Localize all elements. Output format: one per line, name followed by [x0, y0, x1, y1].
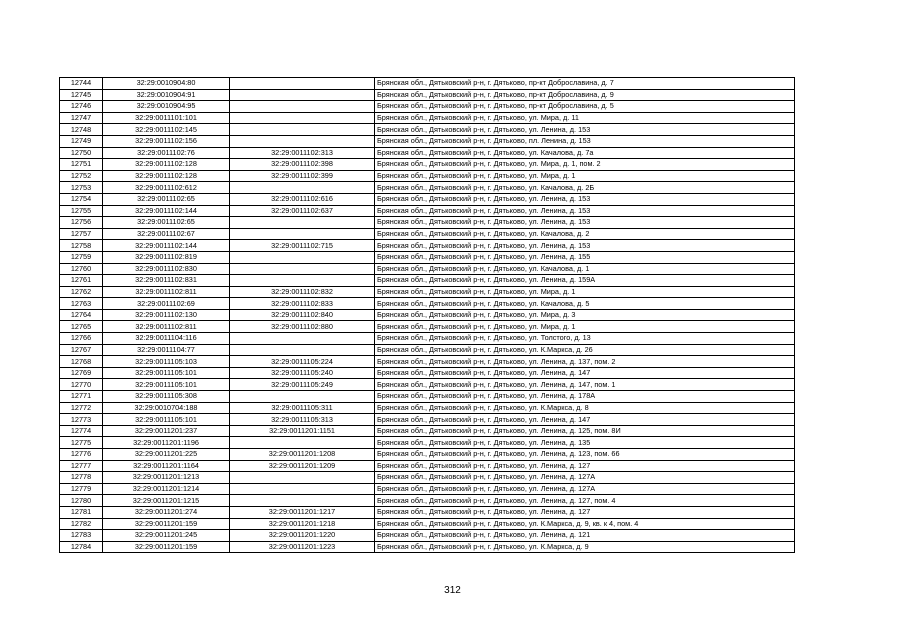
row-number-cell: 12768 [60, 356, 103, 368]
table-row [60, 112, 795, 124]
row-number-cell: 12755 [60, 205, 103, 217]
address-cell: Брянская обл., Дятьковский р-н, г. Дятьково, ул. Качалова, д. 7а [375, 147, 795, 159]
cadastral-number-cell: 32:29:0011105:101 [103, 367, 230, 379]
table-row [60, 205, 795, 217]
object-cadastral-number-cell [230, 333, 375, 345]
object-cadastral-number-cell [230, 275, 375, 287]
object-cadastral-number-cell [230, 101, 375, 113]
cadastral-number-cell: 32:29:0011102:76 [103, 147, 230, 159]
table-row [60, 251, 795, 263]
object-cadastral-number-cell: 32:29:0011102:880 [230, 321, 375, 333]
page-number: 312 [444, 585, 461, 596]
row-number-cell: 12757 [60, 228, 103, 240]
object-cadastral-number-cell [230, 251, 375, 263]
cadastral-number-cell: 32:29:0011201:237 [103, 425, 230, 437]
table-row [60, 437, 795, 449]
address-cell: Брянская обл., Дятьковский р-н, г. Дятьково, ул. Ленина, д. 127, пом. 4 [375, 495, 795, 507]
object-cadastral-number-cell [230, 472, 375, 484]
row-number-cell: 12746 [60, 101, 103, 113]
table-row [60, 228, 795, 240]
address-cell: Брянская обл., Дятьковский р-н, г. Дятьково, пр-кт Доброславина, д. 5 [375, 101, 795, 113]
table-row [60, 147, 795, 159]
cadastral-number-cell: 32:29:0011201:159 [103, 541, 230, 553]
table-row [60, 263, 795, 275]
object-cadastral-number-cell: 32:29:0011102:637 [230, 205, 375, 217]
cadastral-number-cell: 32:29:0011105:308 [103, 391, 230, 403]
table-row [60, 182, 795, 194]
table-row [60, 495, 795, 507]
object-cadastral-number-cell [230, 263, 375, 275]
address-cell: Брянская обл., Дятьковский р-н, г. Дятьково, ул. Ленина, д. 153 [375, 240, 795, 252]
cadastral-number-cell: 32:29:0011105:101 [103, 379, 230, 391]
row-number-cell: 12749 [60, 135, 103, 147]
object-cadastral-number-cell: 32:29:0011102:833 [230, 298, 375, 310]
table-row [60, 414, 795, 426]
cadastral-number-cell: 32:29:0011201:274 [103, 506, 230, 518]
address-cell: Брянская обл., Дятьковский р-н, г. Дятьково, ул. Мира, д. 3 [375, 309, 795, 321]
table-row [60, 78, 795, 90]
row-number-cell: 12752 [60, 170, 103, 182]
cadastral-number-cell: 32:29:0011201:245 [103, 530, 230, 542]
row-number-cell: 12772 [60, 402, 103, 414]
object-cadastral-number-cell: 32:29:0011105:240 [230, 367, 375, 379]
row-number-cell: 12779 [60, 483, 103, 495]
cadastral-number-cell: 32:29:0011105:103 [103, 356, 230, 368]
row-number-cell: 12771 [60, 391, 103, 403]
address-cell: Брянская обл., Дятьковский р-н, г. Дятьково, ул. Ленина, д. 147, пом. 1 [375, 379, 795, 391]
table-row [60, 506, 795, 518]
cadastral-number-cell: 32:29:0011102:65 [103, 193, 230, 205]
object-cadastral-number-cell: 32:29:0011201:1151 [230, 425, 375, 437]
row-number-cell: 12750 [60, 147, 103, 159]
row-number-cell: 12770 [60, 379, 103, 391]
address-cell: Брянская обл., Дятьковский р-н, г. Дятьково, ул. Толстого, д. 13 [375, 333, 795, 345]
address-cell: Брянская обл., Дятьковский р-н, г. Дятьково, ул. Ленина, д. 137, пом. 2 [375, 356, 795, 368]
row-number-cell: 12745 [60, 89, 103, 101]
address-cell: Брянская обл., Дятьковский р-н, г. Дятьково, пл. Ленина, д. 153 [375, 135, 795, 147]
cadastral-number-cell: 32:29:0010904:80 [103, 78, 230, 90]
address-cell: Брянская обл., Дятьковский р-н, г. Дятьково, ул. Качалова, д. 5 [375, 298, 795, 310]
cadastral-number-cell: 32:29:0011201:1164 [103, 460, 230, 472]
object-cadastral-number-cell [230, 495, 375, 507]
row-number-cell: 12754 [60, 193, 103, 205]
row-number-cell: 12744 [60, 78, 103, 90]
row-number-cell: 12780 [60, 495, 103, 507]
row-number-cell: 12767 [60, 344, 103, 356]
cadastral-number-cell: 32:29:0011102:130 [103, 309, 230, 321]
cadastral-number-cell: 32:29:0011105:101 [103, 414, 230, 426]
cadastral-number-cell: 32:29:0011102:144 [103, 205, 230, 217]
cadastral-number-cell: 32:29:0011102:612 [103, 182, 230, 194]
row-number-cell: 12783 [60, 530, 103, 542]
object-cadastral-number-cell: 32:29:0011201:1208 [230, 449, 375, 461]
object-cadastral-number-cell: 32:29:0011102:398 [230, 159, 375, 171]
cadastral-number-cell: 32:29:0011102:144 [103, 240, 230, 252]
address-cell: Брянская обл., Дятьковский р-н, г. Дятьково, ул. Ленина, д. 153 [375, 193, 795, 205]
object-cadastral-number-cell [230, 217, 375, 229]
row-number-cell: 12751 [60, 159, 103, 171]
table-row [60, 159, 795, 171]
object-cadastral-number-cell [230, 228, 375, 240]
address-cell: Брянская обл., Дятьковский р-н, г. Дятьково, ул. Ленина, д. 121 [375, 530, 795, 542]
object-cadastral-number-cell [230, 135, 375, 147]
address-cell: Брянская обл., Дятьковский р-н, г. Дятьково, ул. Мира, д. 1 [375, 321, 795, 333]
table-row [60, 124, 795, 136]
cadastral-number-cell: 32:29:0011102:830 [103, 263, 230, 275]
cadastral-number-cell: 32:29:0010904:95 [103, 101, 230, 113]
object-cadastral-number-cell: 32:29:0011102:313 [230, 147, 375, 159]
row-number-cell: 12756 [60, 217, 103, 229]
address-cell: Брянская обл., Дятьковский р-н, г. Дятьково, пр-кт Доброславина, д. 9 [375, 89, 795, 101]
address-cell: Брянская обл., Дятьковский р-н, г. Дятьково, ул. Ленина, д. 127 [375, 506, 795, 518]
table-row [60, 89, 795, 101]
row-number-cell: 12778 [60, 472, 103, 484]
address-cell: Брянская обл., Дятьковский р-н, г. Дятьково, ул. Ленина, д. 127 [375, 460, 795, 472]
row-number-cell: 12747 [60, 112, 103, 124]
address-cell: Брянская обл., Дятьковский р-н, г. Дятьково, ул. К.Маркса, д. 8 [375, 402, 795, 414]
register-table-body [60, 78, 795, 553]
cadastral-number-cell: 32:29:0011102:811 [103, 321, 230, 333]
cadastral-number-cell: 32:29:0011201:1213 [103, 472, 230, 484]
table-row [60, 367, 795, 379]
object-cadastral-number-cell: 32:29:0011201:1218 [230, 518, 375, 530]
table-row [60, 217, 795, 229]
object-cadastral-number-cell: 32:29:0011201:1220 [230, 530, 375, 542]
row-number-cell: 12777 [60, 460, 103, 472]
object-cadastral-number-cell: 32:29:0011201:1223 [230, 541, 375, 553]
address-cell: Брянская обл., Дятьковский р-н, г. Дятьково, ул. Ленина, д. 153 [375, 217, 795, 229]
address-cell: Брянская обл., Дятьковский р-н, г. Дятьково, ул. Качалова, д. 2Б [375, 182, 795, 194]
table-row [60, 298, 795, 310]
cadastral-number-cell: 32:29:0011102:128 [103, 170, 230, 182]
address-cell: Брянская обл., Дятьковский р-н, г. Дятьково, ул. Ленина, д. 127А [375, 472, 795, 484]
table-row [60, 449, 795, 461]
address-cell: Брянская обл., Дятьковский р-н, г. Дятьково, ул. Качалова, д. 1 [375, 263, 795, 275]
object-cadastral-number-cell [230, 437, 375, 449]
object-cadastral-number-cell [230, 182, 375, 194]
cadastral-number-cell: 32:29:0011104:77 [103, 344, 230, 356]
address-cell: Брянская обл., Дятьковский р-н, г. Дятьково, ул. Ленина, д. 159А [375, 275, 795, 287]
cadastral-number-cell: 32:29:0011102:67 [103, 228, 230, 240]
table-row [60, 356, 795, 368]
cadastral-number-cell: 32:29:0011102:128 [103, 159, 230, 171]
row-number-cell: 12753 [60, 182, 103, 194]
row-number-cell: 12776 [60, 449, 103, 461]
address-cell: Брянская обл., Дятьковский р-н, г. Дятьково, ул. К.Маркса, д. 9, кв. к 4, пом. 4 [375, 518, 795, 530]
cadastral-number-cell: 32:29:0011201:1215 [103, 495, 230, 507]
address-cell: Брянская обл., Дятьковский р-н, г. Дятьково, ул. Ленина, д. 125, пом. 8И [375, 425, 795, 437]
row-number-cell: 12758 [60, 240, 103, 252]
address-cell: Брянская обл., Дятьковский р-н, г. Дятьково, ул. К.Маркса, д. 9 [375, 541, 795, 553]
object-cadastral-number-cell [230, 89, 375, 101]
cadastral-number-cell: 32:29:0011102:65 [103, 217, 230, 229]
cadastral-number-cell: 32:29:0011102:811 [103, 286, 230, 298]
object-cadastral-number-cell: 32:29:0011102:832 [230, 286, 375, 298]
cadastral-number-cell: 32:29:0011101:101 [103, 112, 230, 124]
table-row [60, 286, 795, 298]
table-row [60, 402, 795, 414]
object-cadastral-number-cell [230, 112, 375, 124]
row-number-cell: 12761 [60, 275, 103, 287]
table-row [60, 541, 795, 553]
table-row [60, 275, 795, 287]
cadastral-number-cell: 32:29:0011102:145 [103, 124, 230, 136]
object-cadastral-number-cell: 32:29:0011105:313 [230, 414, 375, 426]
address-cell: Брянская обл., Дятьковский р-н, г. Дятьково, ул. К.Маркса, д. 26 [375, 344, 795, 356]
table-row [60, 460, 795, 472]
table-row [60, 518, 795, 530]
cadastral-number-cell: 32:29:0011102:819 [103, 251, 230, 263]
row-number-cell: 12766 [60, 333, 103, 345]
row-number-cell: 12773 [60, 414, 103, 426]
property-register-table [59, 77, 795, 553]
row-number-cell: 12774 [60, 425, 103, 437]
cadastral-number-cell: 32:29:0011102:156 [103, 135, 230, 147]
table-row [60, 344, 795, 356]
object-cadastral-number-cell [230, 391, 375, 403]
object-cadastral-number-cell [230, 78, 375, 90]
cadastral-number-cell: 32:29:0010904:91 [103, 89, 230, 101]
address-cell: Брянская обл., Дятьковский р-н, г. Дятьково, ул. Мира, д. 1, пом. 2 [375, 159, 795, 171]
row-number-cell: 12769 [60, 367, 103, 379]
row-number-cell: 12765 [60, 321, 103, 333]
address-cell: Брянская обл., Дятьковский р-н, г. Дятьково, ул. Мира, д. 1 [375, 170, 795, 182]
address-cell: Брянская обл., Дятьковский р-н, г. Дятьково, ул. Ленина, д. 147 [375, 414, 795, 426]
table-row [60, 101, 795, 113]
row-number-cell: 12763 [60, 298, 103, 310]
address-cell: Брянская обл., Дятьковский р-н, г. Дятьково, ул. Мира, д. 1 [375, 286, 795, 298]
object-cadastral-number-cell: 32:29:0011105:249 [230, 379, 375, 391]
object-cadastral-number-cell: 32:29:0011105:311 [230, 402, 375, 414]
object-cadastral-number-cell [230, 483, 375, 495]
row-number-cell: 12748 [60, 124, 103, 136]
object-cadastral-number-cell: 32:29:0011102:840 [230, 309, 375, 321]
cadastral-number-cell: 32:29:0011201:1214 [103, 483, 230, 495]
address-cell: Брянская обл., Дятьковский р-н, г. Дятьково, ул. Ленина, д. 153 [375, 205, 795, 217]
table-row [60, 135, 795, 147]
row-number-cell: 12762 [60, 286, 103, 298]
object-cadastral-number-cell: 32:29:0011201:1209 [230, 460, 375, 472]
object-cadastral-number-cell [230, 124, 375, 136]
row-number-cell: 12759 [60, 251, 103, 263]
cadastral-number-cell: 32:29:0011104:116 [103, 333, 230, 345]
table-row [60, 391, 795, 403]
cadastral-number-cell: 32:29:0011201:225 [103, 449, 230, 461]
address-cell: Брянская обл., Дятьковский р-н, г. Дятьково, ул. Ленина, д. 135 [375, 437, 795, 449]
table-row [60, 425, 795, 437]
cadastral-number-cell: 32:29:0011102:831 [103, 275, 230, 287]
row-number-cell: 12782 [60, 518, 103, 530]
table-row [60, 240, 795, 252]
cadastral-number-cell: 32:29:0011102:69 [103, 298, 230, 310]
object-cadastral-number-cell: 32:29:0011102:715 [230, 240, 375, 252]
address-cell: Брянская обл., Дятьковский р-н, г. Дятьково, ул. Качалова, д. 2 [375, 228, 795, 240]
address-cell: Брянская обл., Дятьковский р-н, г. Дятьково, ул. Ленина, д. 123, пом. 66 [375, 449, 795, 461]
row-number-cell: 12775 [60, 437, 103, 449]
row-number-cell: 12784 [60, 541, 103, 553]
object-cadastral-number-cell: 32:29:0011102:399 [230, 170, 375, 182]
table-row [60, 472, 795, 484]
address-cell: Брянская обл., Дятьковский р-н, г. Дятьково, ул. Ленина, д. 127А [375, 483, 795, 495]
object-cadastral-number-cell [230, 344, 375, 356]
address-cell: Брянская обл., Дятьковский р-н, г. Дятьково, ул. Ленина, д. 178А [375, 391, 795, 403]
address-cell: Брянская обл., Дятьковский р-н, г. Дятьково, ул. Ленина, д. 155 [375, 251, 795, 263]
object-cadastral-number-cell: 32:29:0011102:616 [230, 193, 375, 205]
row-number-cell: 12764 [60, 309, 103, 321]
address-cell: Брянская обл., Дятьковский р-н, г. Дятьково, ул. Мира, д. 11 [375, 112, 795, 124]
address-cell: Брянская обл., Дятьковский р-н, г. Дятьково, ул. Ленина, д. 147 [375, 367, 795, 379]
table-row [60, 379, 795, 391]
cadastral-number-cell: 32:29:0011201:159 [103, 518, 230, 530]
cadastral-number-cell: 32:29:0010704:188 [103, 402, 230, 414]
table-row [60, 530, 795, 542]
address-cell: Брянская обл., Дятьковский р-н, г. Дятьково, пр-кт Доброславина, д. 7 [375, 78, 795, 90]
table-row [60, 321, 795, 333]
table-row [60, 170, 795, 182]
table-row [60, 309, 795, 321]
object-cadastral-number-cell: 32:29:0011201:1217 [230, 506, 375, 518]
address-cell: Брянская обл., Дятьковский р-н, г. Дятьково, ул. Ленина, д. 153 [375, 124, 795, 136]
row-number-cell: 12760 [60, 263, 103, 275]
table-row [60, 333, 795, 345]
table-row [60, 193, 795, 205]
cadastral-number-cell: 32:29:0011201:1196 [103, 437, 230, 449]
row-number-cell: 12781 [60, 506, 103, 518]
table-row [60, 483, 795, 495]
object-cadastral-number-cell: 32:29:0011105:224 [230, 356, 375, 368]
